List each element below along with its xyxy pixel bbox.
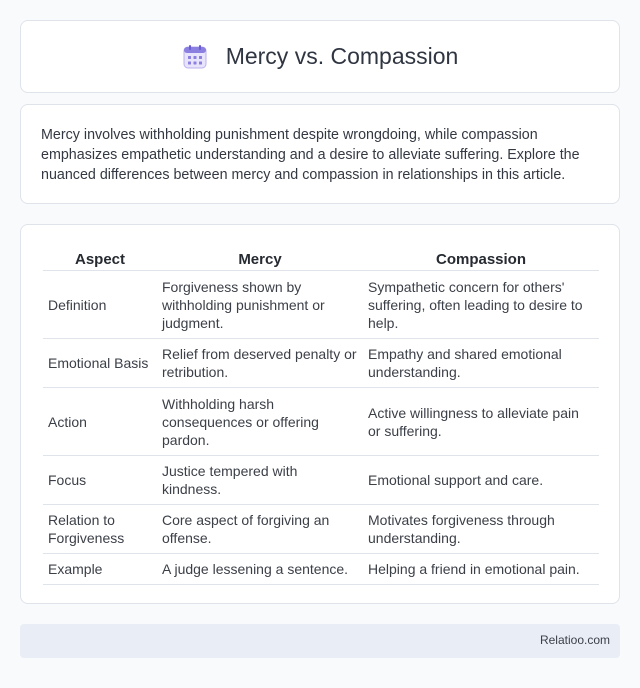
- column-header-aspect: Aspect: [43, 245, 157, 271]
- footer-bar: [20, 624, 620, 658]
- comparison-table: [43, 245, 599, 585]
- table-cell: Action: [43, 388, 157, 456]
- table-cell: Relation to Forgiveness: [43, 505, 157, 554]
- column-header-compassion: Compassion: [363, 245, 599, 271]
- table-cell: Relief from deserved penalty or retribution.: [157, 339, 363, 388]
- table-row: [43, 554, 599, 585]
- table-cell: Forgiveness shown by withholding punishment or judgment.: [157, 271, 363, 339]
- table-cell: Active willingness to alleviate pain or suffering.: [363, 388, 599, 456]
- footer-site-name: Relatioo.com: [539, 633, 610, 647]
- intro-paragraph: Mercy involves withholding punishment despite wrongdoing, while compassion emphasizes empathetic understanding and a desire to alleviate suffering. Explore the nuanced differences between mercy and compassion in relationships in this article.: [41, 127, 580, 183]
- table-cell: Core aspect of forgiving an offense.: [157, 505, 363, 554]
- table-cell: Emotional support and care.: [363, 456, 599, 505]
- table-cell: Withholding harsh consequences or offering pardon.: [157, 388, 363, 456]
- page-title: Mercy vs. Compassion: [225, 43, 459, 69]
- table-header-row: [43, 245, 599, 271]
- calendar-icon: [182, 44, 208, 70]
- table-cell: Helping a friend in emotional pain.: [363, 554, 599, 585]
- table-cell: Emotional Basis: [43, 339, 157, 388]
- table-cell: Definition: [43, 271, 157, 339]
- table-cell: Justice tempered with kindness.: [157, 456, 363, 505]
- table-cell: Motivates forgiveness through understanding.: [363, 505, 599, 554]
- table-row: [43, 388, 599, 456]
- table-cell: A judge lessening a sentence.: [157, 554, 363, 585]
- table-cell: Example: [43, 554, 157, 585]
- table-cell: Empathy and shared emotional understanding.: [363, 339, 599, 388]
- table-row: [43, 271, 599, 339]
- column-header-mercy: Mercy: [157, 245, 363, 271]
- table-cell: Sympathetic concern for others' suffering, often leading to desire to help.: [363, 271, 599, 339]
- header-card: [20, 20, 620, 93]
- table-row: [43, 456, 599, 505]
- intro-card: [20, 104, 620, 204]
- title-wrap: [182, 43, 459, 70]
- table-row: [43, 505, 599, 554]
- comparison-card: [20, 224, 620, 604]
- table-row: [43, 339, 599, 388]
- table-cell: Focus: [43, 456, 157, 505]
